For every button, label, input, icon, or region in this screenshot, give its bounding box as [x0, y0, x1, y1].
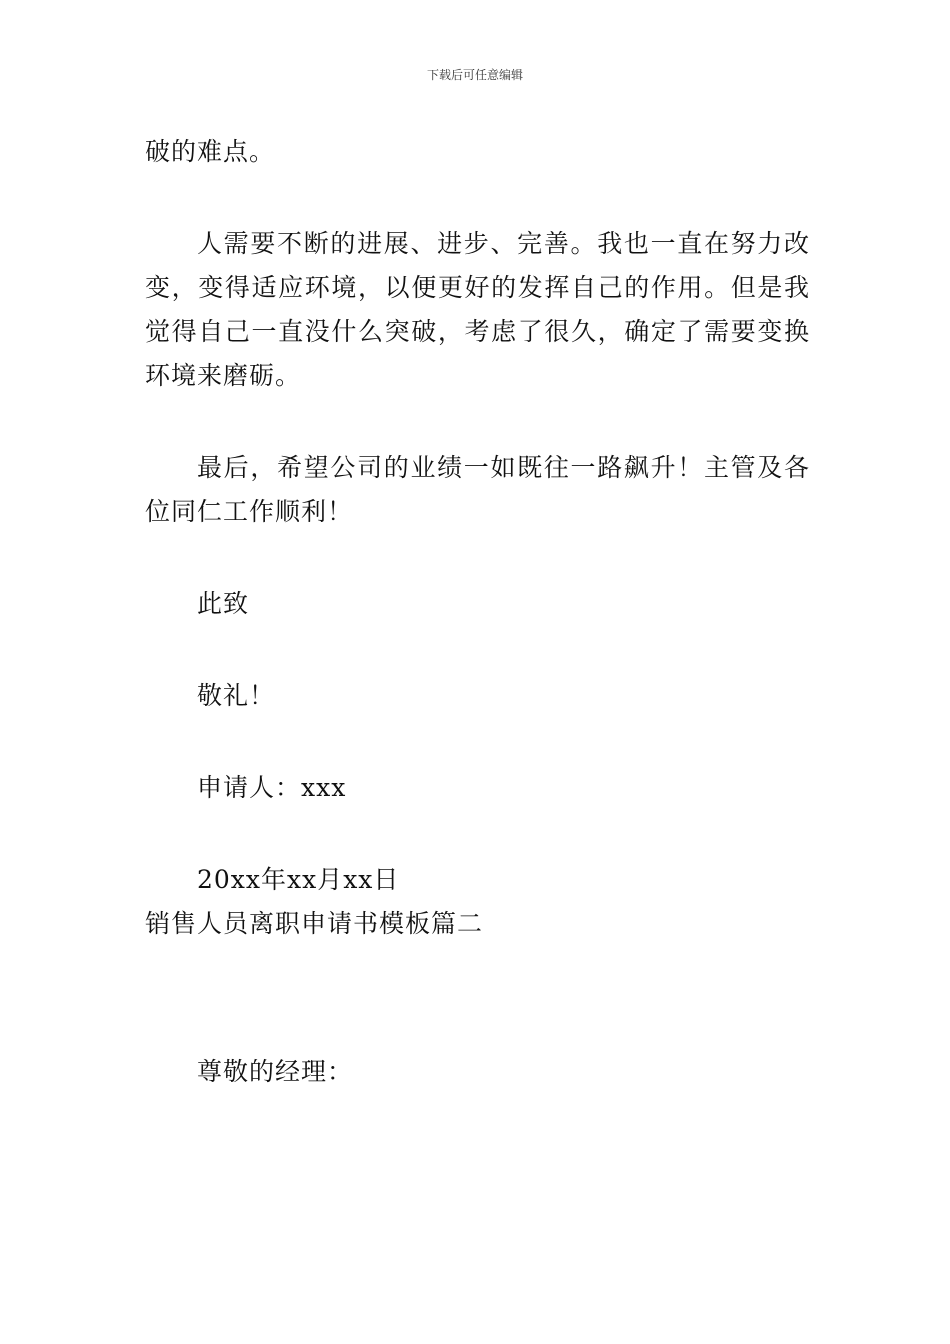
closing-line-2: 敬礼！ — [197, 681, 276, 710]
page-header-note: 下载后可任意编辑 — [426, 68, 523, 82]
paragraph-wishes: 最后，希望公司的业绩一如既往一路飙升！主管及各位同仁工作顺利！ — [145, 453, 810, 526]
applicant-signature: 申请人：xxx — [197, 773, 347, 802]
section-title: 销售人员离职申请书模板篇二 — [145, 909, 484, 938]
paragraph-continuation: 破的难点。 — [145, 137, 276, 166]
document-body — [145, 130, 810, 1094]
closing-line-1: 此致 — [197, 589, 250, 618]
salutation: 尊敬的经理： — [197, 1057, 354, 1086]
paragraph-reason: 人需要不断的进展、进步、完善。我也一直在努力改变，变得适应环境，以便更好的发挥自己的作用。但是我觉得自己一直没什么突破，考虑了很久，确定了需要变换环境来磨砺。 — [145, 229, 810, 390]
application-date: 20xx年xx月xx日 — [197, 865, 400, 894]
